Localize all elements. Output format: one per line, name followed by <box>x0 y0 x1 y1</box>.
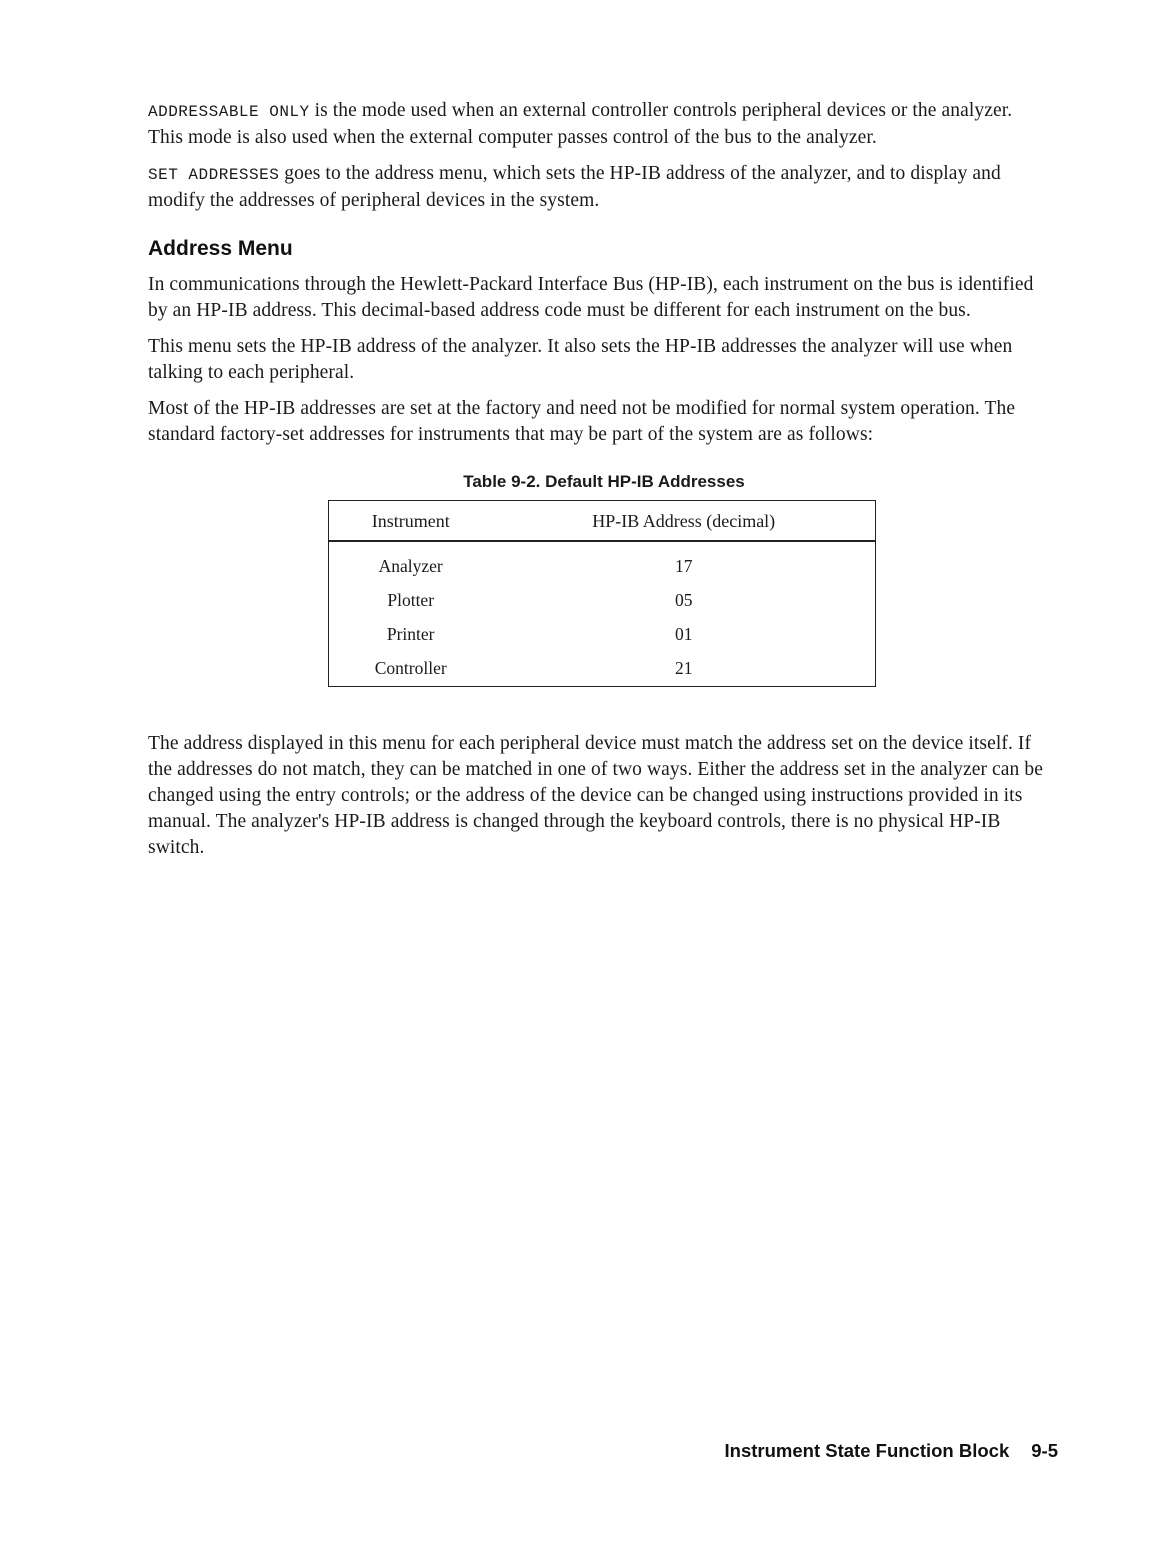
addressable-only-paragraph <box>148 98 1048 151</box>
default-addresses-table <box>328 500 876 687</box>
instrument-cell: Printer <box>386 623 435 644</box>
footer-title: Instrument State Function Block <box>724 1440 1010 1461</box>
table-header-row <box>329 501 876 542</box>
table-row <box>329 584 876 618</box>
page-content <box>148 98 1048 871</box>
set-addresses-softkey: SET ADDRESSES <box>148 166 280 184</box>
page-number: 9-5 <box>1031 1440 1058 1461</box>
instrument-cell: Plotter <box>387 589 435 610</box>
address-cell: 01 <box>674 623 693 644</box>
table-row <box>329 541 876 584</box>
set-addresses-text: goes to the address menu, which sets the HP-IB address of the analyzer, and to display and modify the addresses of peripheral devices in the system. <box>148 163 1001 211</box>
table-row <box>329 652 876 687</box>
addressable-only-softkey: ADDRESSABLE ONLY <box>148 103 310 121</box>
table-row <box>329 618 876 652</box>
instrument-cell: Analyzer <box>378 555 443 576</box>
set-addresses-paragraph <box>148 161 1048 214</box>
instrument-cell: Controller <box>374 657 447 678</box>
column-header-instrument: Instrument <box>329 501 493 542</box>
hpib-intro-paragraph: In communications through the Hewlett-Packard Interface Bus (HP-IB), each instrument on the bus is identified by an HP-IB address. This decimal-based address code must be different for each instrument on the bus. <box>148 274 1034 321</box>
page-footer <box>725 1440 1058 1462</box>
address-cell: 17 <box>674 555 693 576</box>
address-cell: 21 <box>674 657 693 678</box>
address-cell: 05 <box>674 589 693 610</box>
column-header-address: HP-IB Address (decimal) <box>492 501 875 542</box>
matching-addresses-paragraph: The address displayed in this menu for each peripheral device must match the address set on the device itself. If the addresses do not match, they can be matched in one of two ways. Either the address set in the analyzer can be changed using the entry controls; or the address of the device can be changed using instructions provided in its manual. The analyzer's HP-IB address is changed through the keyboard controls, there is no physical HP-IB switch. <box>148 733 1043 858</box>
addressable-only-text: is the mode used when an external controller controls peripheral devices or the analyzer. This mode is also used when the external computer passes control of the bus to the analyzer. <box>148 100 1013 148</box>
section-heading: Address Menu <box>148 237 293 260</box>
menu-purpose-paragraph: This menu sets the HP-IB address of the analyzer. It also sets the HP-IB addresses the analyzer will use when talking to each peripheral. <box>148 336 1013 383</box>
table-caption: Table 9-2. Default HP-IB Addresses <box>463 472 745 491</box>
factory-addresses-paragraph: Most of the HP-IB addresses are set at the factory and need not be modified for normal system operation. The standard factory-set addresses for instruments that may be part of the system are as follows: <box>148 398 1016 445</box>
